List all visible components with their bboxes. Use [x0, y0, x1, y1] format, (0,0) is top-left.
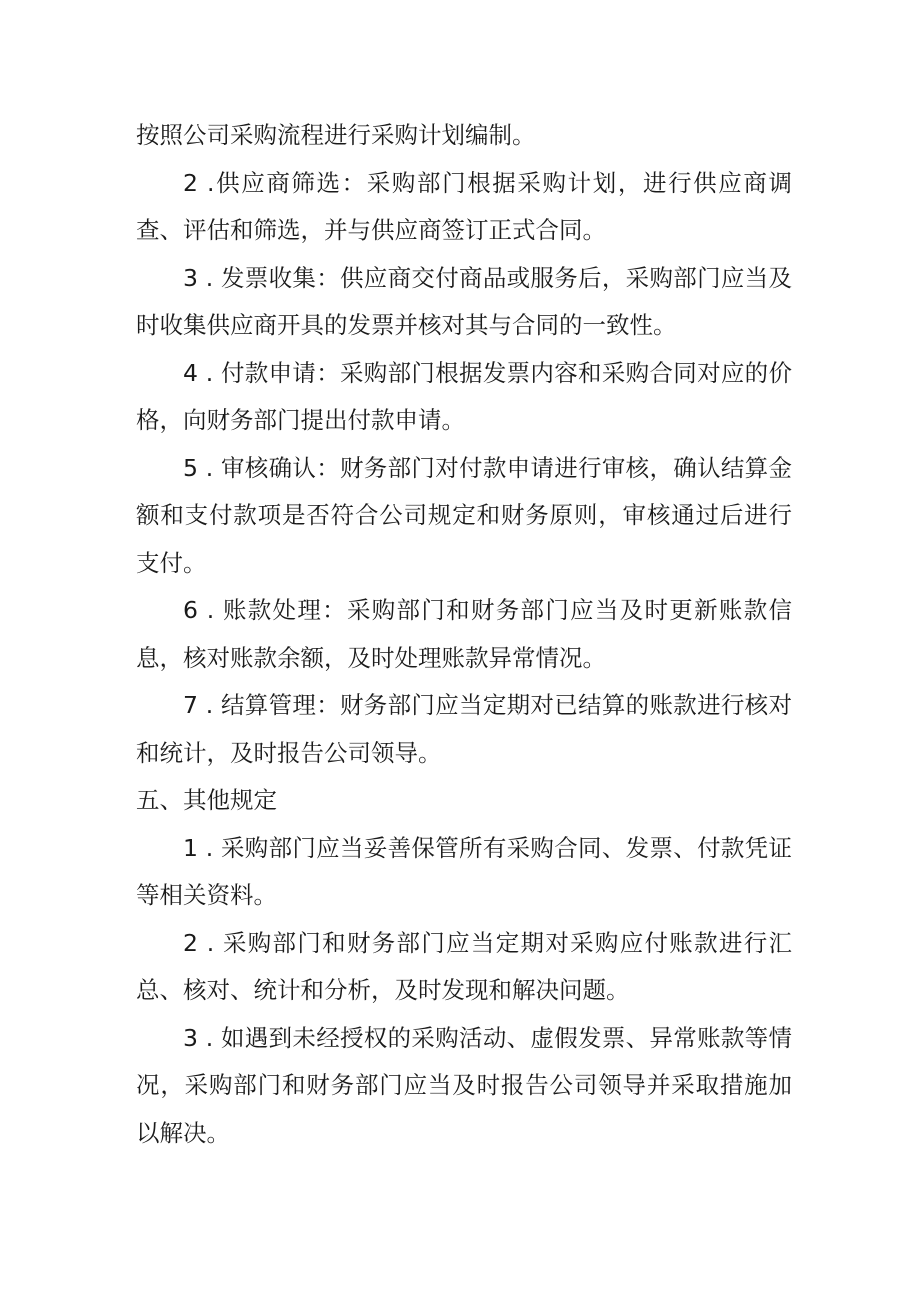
section-heading-other-provisions: 五、其他规定: [136, 786, 277, 814]
document-page: [136, 112, 792, 1157]
paragraph-document-custody: 1 . 采购部门应当妥善保管所有采购合同、发票、付款凭证等相关资料。: [136, 833, 792, 909]
paragraph-settlement-management: 7 . 结算管理：财务部门应当定期对已结算的账款进行核对和统计，及时报告公司领导。: [136, 691, 792, 767]
paragraph-account-processing: 6 . 账款处理：采购部门和财务部门应当及时更新账款信息，核对账款余额，及时处理账款异常情况。: [136, 596, 792, 672]
paragraph-supplier-screening: 2 .供应商筛选：采购部门根据采购计划，进行供应商调查、评估和筛选，并与供应商签订正式合同。: [136, 168, 792, 244]
paragraph-continuation: 按照公司采购流程进行采购计划编制。: [136, 121, 536, 149]
paragraph-payment-application: 4 . 付款申请：采购部门根据发票内容和采购合同对应的价格，向财务部门提出付款申请。: [136, 358, 792, 434]
paragraph-invoice-collection: 3 . 发票收集：供应商交付商品或服务后，采购部门应当及时收集供应商开具的发票并核对其与合同的一致性。: [136, 263, 792, 339]
paragraph-irregularities: 3 . 如遇到未经授权的采购活动、虚假发票、异常账款等情况，采购部门和财务部门应当及时报告公司领导并采取措施加以解决。: [136, 1023, 792, 1147]
paragraph-periodic-review: 2 . 采购部门和财务部门应当定期对采购应付账款进行汇总、核对、统计和分析，及时发现和解决问题。: [136, 928, 792, 1004]
paragraph-review-confirmation: 5 . 审核确认：财务部门对付款申请进行审核，确认结算金额和支付款项是否符合公司规定和财务原则，审核通过后进行支付。: [136, 453, 792, 577]
